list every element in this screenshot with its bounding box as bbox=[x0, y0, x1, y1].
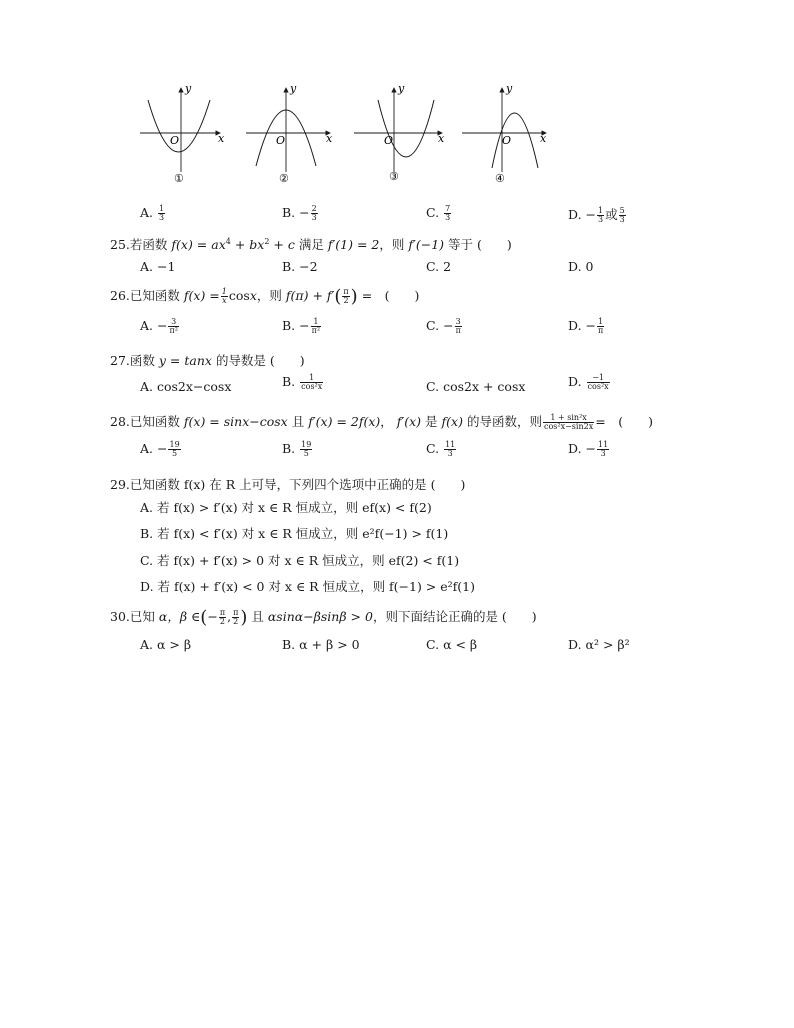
q30-stem: 30.已知 α，β ∈(− $\frac{\pi}{2}$ , $\frac{\pi}{2}$ ) 且 αsinα−βsinβ > 0，则下面结论正确的是 ( ) bbox=[110, 607, 537, 628]
q26-option-b[interactable]: B. − $\frac{1}{\text{π²}}$ bbox=[282, 317, 321, 335]
graph-1-y-label: y bbox=[185, 84, 192, 95]
graph-3 bbox=[354, 84, 445, 183]
option-label: D. bbox=[568, 207, 582, 222]
graph-4-y-label: y bbox=[506, 84, 513, 95]
fraction: $\frac{\text{1 + sin²x}}{\text{cos²x−sin2x}}$ bbox=[543, 413, 594, 431]
q28-stem: 28.已知函数 f(x) = sinx−cosx 且 f′(x) = 2f(x)， f′(x) 是 f(x) 的导函数，则 $\frac{\text{1 + sin²x}}{\text{cos²x−sin2x}}$ = ( ) bbox=[110, 413, 653, 431]
q28-option-c[interactable]: C. $\frac{11}{3}$ bbox=[426, 440, 456, 458]
graph-1-label: ① bbox=[174, 172, 184, 185]
q30-option-b[interactable]: B. α + β > 0 bbox=[282, 637, 360, 652]
fraction: $\frac{11}{3}$ bbox=[445, 440, 456, 458]
graph-2-origin: O bbox=[276, 134, 286, 147]
fraction: $\frac{-1}{\text{cos²x}}$ bbox=[587, 373, 609, 391]
graph-4 bbox=[462, 84, 547, 185]
q27-option-a[interactable]: A. cos2x−cosx bbox=[140, 379, 232, 394]
graph-3-x-label: x bbox=[438, 132, 445, 145]
graph-4-x-label: x bbox=[540, 132, 547, 145]
question-number: 27. bbox=[110, 353, 130, 368]
question-number: 26. bbox=[110, 288, 130, 303]
fraction: $\frac{1}{x}$ bbox=[221, 287, 227, 305]
q27-option-c[interactable]: C. cos2x + cosx bbox=[426, 379, 526, 394]
question-number: 29. bbox=[110, 477, 130, 492]
fraction: $\frac{2}{3}$ bbox=[311, 204, 317, 222]
q27-stem: 27.函数 y = tanx 的导数是 ( ) bbox=[110, 353, 305, 368]
q25-option-c[interactable]: C. 2 bbox=[426, 259, 452, 274]
question-number: 28. bbox=[110, 414, 130, 429]
fraction: $\frac{1}{3}$ bbox=[159, 204, 165, 222]
q29-option-d[interactable]: D. 若 f(x) + f′(x) < 0 对 x ∈ R 恒成立，则 f(−1) > e²f(1) bbox=[140, 579, 476, 594]
fraction: $\frac{7}{3}$ bbox=[445, 204, 451, 222]
q28-option-a[interactable]: A. − $\frac{19}{5}$ bbox=[140, 440, 180, 458]
q27-option-b[interactable]: B. $\frac{1}{\text{cos²x}}$ bbox=[282, 373, 323, 391]
q29-option-a[interactable]: A. 若 f(x) > f′(x) 对 x ∈ R 恒成立，则 ef(x) < f(2) bbox=[140, 500, 432, 515]
q24-option-c[interactable] bbox=[426, 205, 452, 222]
fraction: $\frac{1}{3}$ bbox=[598, 206, 604, 224]
option-label: A. bbox=[140, 205, 154, 220]
fraction: $\frac{\pi}{2}$ bbox=[343, 287, 349, 305]
fraction: $\frac{\pi}{2}$ bbox=[233, 608, 239, 626]
q24-option-a[interactable] bbox=[140, 205, 166, 222]
q30-option-d[interactable]: D. α² > β² bbox=[568, 637, 630, 652]
graph-2 bbox=[246, 84, 333, 185]
graph-4-label: ④ bbox=[495, 172, 505, 185]
graph-3-label: ③ bbox=[389, 170, 399, 183]
question-number: 30. bbox=[110, 609, 130, 624]
fraction: $\frac{3}{\text{π²}}$ bbox=[169, 317, 178, 335]
graph-3-y-label: y bbox=[398, 84, 405, 95]
q29-option-b[interactable]: B. 若 f(x) < f′(x) 对 x ∈ R 恒成立，则 e²f(−1) > f(1) bbox=[140, 526, 449, 541]
graph-2-label: ② bbox=[279, 172, 289, 185]
q26-option-a[interactable]: A. − $\frac{3}{\text{π²}}$ bbox=[140, 317, 178, 335]
fraction: $\frac{1}{\text{cos²x}}$ bbox=[301, 373, 323, 391]
function-graphs-figure bbox=[136, 84, 556, 189]
graph-1-origin: O bbox=[170, 134, 180, 147]
q26-stem: 26.已知函数 f(x) = $\frac{1}{x}$ cosx，则 f(π) + f′( $\frac{\pi}{2}$ ) = ( ) bbox=[110, 286, 420, 307]
graph-2-y-label: y bbox=[290, 84, 297, 95]
graph-2-x-label: x bbox=[326, 132, 333, 145]
q26-option-c[interactable]: C. − $\frac{3}{\pi}$ bbox=[426, 317, 461, 335]
option-label: C. bbox=[426, 205, 440, 220]
graph-1-x-label: x bbox=[218, 132, 225, 145]
question-number: 25. bbox=[110, 237, 130, 252]
fraction: $\frac{19}{5}$ bbox=[169, 440, 180, 458]
q25-option-d[interactable]: D. 0 bbox=[568, 259, 594, 274]
q25-option-a[interactable]: A. −1 bbox=[140, 259, 176, 274]
q26-option-d[interactable]: D. − $\frac{1}{\pi}$ bbox=[568, 317, 604, 335]
q30-option-a[interactable]: A. α > β bbox=[140, 637, 192, 652]
fraction: $\frac{5}{3}$ bbox=[619, 206, 625, 224]
graph-1 bbox=[140, 84, 225, 185]
q25-stem: 25.若函数 $f(x) = ax^4 + bx^2 + c$ 满足 f′(1) = 2，则 f′(−1) 等于 ( ) bbox=[110, 236, 512, 252]
q24-option-d[interactable]: D. − $\frac{1}{3}$ 或 $\frac{5}{3}$ bbox=[568, 206, 625, 224]
fraction: $\frac{1}{\pi}$ bbox=[598, 317, 604, 335]
q25-option-b[interactable]: B. −2 bbox=[282, 259, 318, 274]
q29-stem: 29.已知函数 f(x) 在 R 上可导，下列四个选项中正确的是 ( ) bbox=[110, 477, 466, 492]
q27-option-d[interactable]: D. $\frac{-1}{\text{cos²x}}$ bbox=[568, 373, 609, 391]
q29-option-c[interactable]: C. 若 f(x) + f′(x) > 0 对 x ∈ R 恒成立，则 ef(2) < f(1) bbox=[140, 553, 460, 568]
q28-option-b[interactable]: B. $\frac{19}{5}$ bbox=[282, 440, 312, 458]
q24-option-b[interactable]: B. − $\frac{2}{3}$ bbox=[282, 204, 317, 222]
q28-option-d[interactable]: D. − $\frac{11}{3}$ bbox=[568, 440, 609, 458]
fraction: $\frac{\pi}{2}$ bbox=[219, 608, 226, 626]
fraction: $\frac{19}{5}$ bbox=[301, 440, 312, 458]
fraction: $\frac{11}{3}$ bbox=[598, 440, 609, 458]
q30-option-c[interactable]: C. α < β bbox=[426, 637, 478, 652]
graph-4-origin: O bbox=[502, 134, 512, 147]
graph-3-origin: O bbox=[384, 134, 394, 147]
fraction: $\frac{3}{\pi}$ bbox=[455, 317, 461, 335]
option-label: B. bbox=[282, 205, 296, 220]
fraction: $\frac{1}{\text{π²}}$ bbox=[311, 317, 321, 335]
